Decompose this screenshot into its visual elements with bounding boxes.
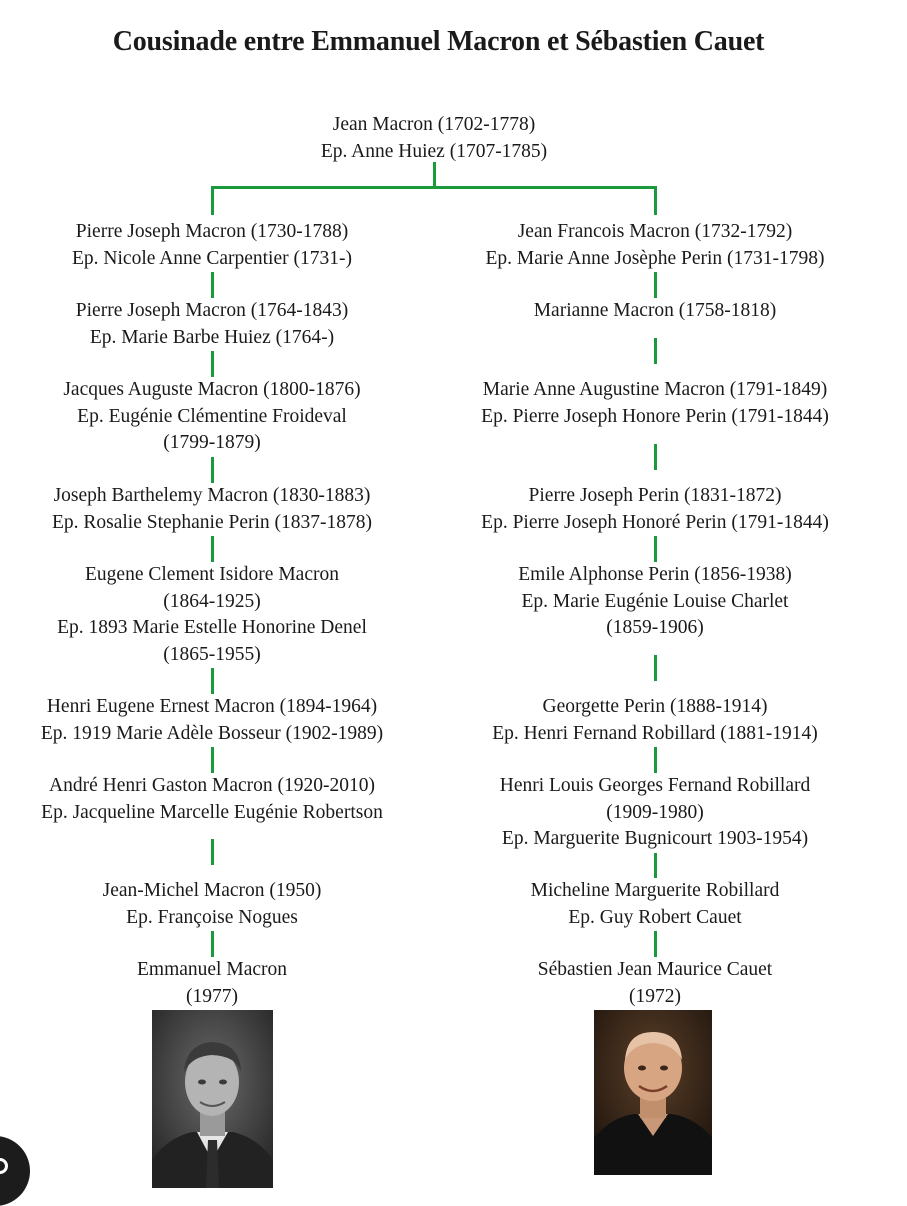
person-line: Ep. Rosalie Stephanie Perin (1837-1878): [51, 511, 373, 533]
person-line: Emile Alphonse Perin (1856-1938): [518, 564, 792, 585]
page-title: Cousinade entre Emmanuel Macron et Sébastien Cauet: [112, 26, 765, 57]
person-line: (1865-1955): [163, 643, 261, 665]
portrait-left-icon: [152, 1010, 273, 1188]
person-line: Georgette Perin (1888-1914): [542, 696, 768, 717]
person-line: Ep. Eugénie Clémentine Froideval: [77, 405, 347, 427]
person-line: Micheline Marguerite Robillard: [530, 880, 780, 901]
connector-left-7: [211, 839, 214, 865]
person-line: Jacques Auguste Macron (1800-1876): [63, 379, 361, 400]
person-line: Henri Louis Georges Fernand Robillard: [499, 775, 811, 796]
person-line: (1909-1980): [606, 801, 704, 823]
person-line: Jean Francois Macron (1732-1792): [517, 221, 793, 242]
person-line: André Henri Gaston Macron (1920-2010): [49, 775, 375, 796]
person-line: Jean-Michel Macron (1950): [102, 880, 322, 901]
connector-left-4: [211, 536, 214, 562]
person-line: Marianne Macron (1758-1818): [533, 300, 777, 321]
person-line: Ep. Marie Anne Josèphe Perin (1731-1798): [485, 247, 825, 269]
person-line: Pierre Joseph Perin (1831-1872): [528, 485, 782, 506]
connector-left-6: [211, 747, 214, 773]
person-line: Ep. Marie Barbe Huiez (1764-): [89, 326, 335, 348]
connector-right-drop: [654, 186, 657, 215]
left-generation-9: [0, 957, 452, 1010]
connector-right-2: [654, 338, 657, 364]
right-generation-5: [415, 562, 895, 642]
person-line: Henri Eugene Ernest Macron (1894-1964): [46, 696, 378, 717]
left-generation-3: [0, 377, 452, 457]
person-line: Jean Macron (1702-1778): [332, 114, 536, 135]
connector-root-bar: [211, 186, 657, 189]
person-line: Ep. Marguerite Bugnicourt 1903-1954): [501, 828, 809, 849]
person-line: Ep. Jacqueline Marcelle Eugénie Robertson: [41, 801, 383, 823]
person-line: (1972): [629, 985, 681, 1007]
person-line: Pierre Joseph Macron (1764-1843): [75, 300, 349, 321]
person-line: Ep. Pierre Joseph Honore Perin (1791-1844): [481, 405, 829, 427]
photo-emmanuel-macron: [152, 1010, 273, 1188]
connector-right-6: [654, 747, 657, 773]
person-line: Pierre Joseph Macron (1730-1788): [75, 221, 349, 242]
connector-root-stem: [433, 162, 436, 187]
person-line: Ep. Marie Eugénie Louise Charlet: [521, 590, 789, 612]
connector-right-7: [654, 853, 657, 879]
connector-left-drop: [211, 186, 214, 215]
portrait-right-icon: [594, 1010, 712, 1175]
person-line: Ep. Françoise Nogues: [126, 906, 298, 928]
person-line: (1977): [186, 985, 238, 1007]
person-line: Sébastien Jean Maurice Cauet: [537, 959, 773, 980]
connector-left-1: [211, 272, 214, 298]
left-generation-7: [0, 773, 452, 826]
connector-right-1: [654, 272, 657, 298]
connector-left-5: [211, 668, 214, 694]
connector-right-8: [654, 931, 657, 957]
person-line: (1859-1906): [606, 617, 704, 638]
left-generation-1: [0, 219, 452, 272]
left-generation-6: [0, 694, 452, 747]
person-line: Ep. Guy Robert Cauet: [568, 906, 742, 928]
right-generation-7: [415, 773, 895, 853]
connector-left-2: [211, 351, 214, 377]
connector-left-3: [211, 457, 214, 483]
person-line: Emmanuel Macron: [137, 959, 287, 980]
connector-right-5: [654, 655, 657, 681]
root-ancestor: [194, 112, 674, 165]
person-line: (1864-1925): [163, 590, 261, 612]
right-generation-1: [415, 219, 895, 272]
left-generation-4: [0, 483, 452, 536]
right-generation-9: [415, 957, 895, 1010]
right-generation-6: [415, 694, 895, 747]
person-line: Ep. Anne Huiez (1707-1785): [320, 140, 548, 162]
photo-sebastien-cauet: [594, 1010, 712, 1175]
person-line: (1799-1879): [163, 432, 261, 453]
right-generation-8: [415, 878, 895, 931]
connector-right-3: [654, 444, 657, 470]
person-line: Marie Anne Augustine Macron (1791-1849): [482, 379, 828, 400]
right-generation-4: [415, 483, 895, 536]
right-generation-2: [415, 298, 895, 325]
person-line: Ep. Nicole Anne Carpentier (1731-): [72, 247, 352, 269]
person-line: Ep. Pierre Joseph Honoré Perin (1791-1844): [481, 511, 829, 533]
person-line: Ep. 1893 Marie Estelle Honorine Denel: [57, 617, 367, 638]
connector-left-8: [211, 931, 214, 957]
right-generation-3: [415, 377, 895, 430]
left-generation-5: [0, 562, 452, 668]
person-line: Ep. Henri Fernand Robillard (1881-1914): [492, 722, 818, 744]
connector-right-4: [654, 536, 657, 562]
left-generation-2: [0, 298, 452, 351]
person-line: Ep. 1919 Marie Adèle Bosseur (1902-1989): [40, 722, 384, 744]
person-line: Joseph Barthelemy Macron (1830-1883): [53, 485, 371, 506]
person-line: Eugene Clement Isidore Macron: [85, 564, 339, 585]
left-generation-8: [0, 878, 452, 931]
